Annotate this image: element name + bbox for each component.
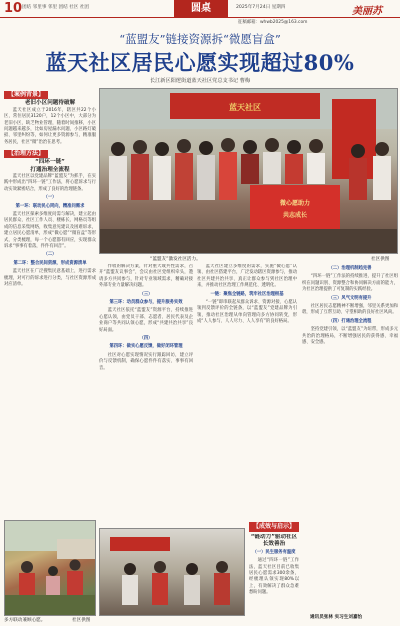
paragraph: “四环一链”工作法的持续推进，提升了社区组织在问题识别、资源整合和协同解决方面的能力，为社区治理提供了可复制的实践经验。 xyxy=(302,274,398,293)
article-byline: 长江新区阳逻街道蓝天社区党总支书记 曹梅 xyxy=(149,78,251,84)
section-tag-method: 【治理方法】 xyxy=(4,150,48,158)
community-photo xyxy=(99,528,245,616)
paragraph: 通过“四环一链”工作法，蓝天社区目前已收集居民心愿需求300余条，经梳理认领实现80%以上，有效解决了群众急难愁盼问题。 xyxy=(249,558,299,596)
paragraph: 蓝天社区成立于2016年，辖区共22个小区，常住居民3120户，12个小区中，大部分为老旧小区，缺乏物业管理，随着时间推移，小区问题越来越多，比如房屋漏水问题、小区路灯破损、邻里纠纷等，如何让更多资源参与，精准服务居民，社区“微”治治在思考。 xyxy=(4,107,96,145)
paragraph: 蓝天社区探索多维度问需与解决，建立起由居民群众、社区工作人员、楼栋长、网格员等组成的信息采集网络，收集意见建议及困难诉求，建立居民心愿清单，形成“微心愿”“微盲盒”等形式，分类梳理，每一个心愿都有回应，实现群众诉求“事事有着落，件件有回音”。 xyxy=(4,212,96,250)
paragraph: 社区对心愿实现情况实行跟踪回访，建立评价与反馈机制，确保心愿件件有落实、事事有回音。 xyxy=(99,352,193,371)
volunteer-photo xyxy=(4,520,96,616)
article-subheadline: “蓝盟友”链接资源拆“微愿盲盒” xyxy=(119,32,281,46)
subsection-title: （二）治理机制趋完善 xyxy=(328,266,372,271)
middle-left-column xyxy=(99,264,193,526)
section-tab: 圆桌 xyxy=(174,0,228,18)
subsection-number: （三） xyxy=(139,291,153,297)
photo-banner-caption: 共志成长 xyxy=(282,212,308,219)
kicker-method: “四环一链” xyxy=(35,159,65,166)
paragraph: 作收的解决方案，针对重大或共性需求，召开“蓝盟友议事会”，会议由社区党组织牵头，邀请多方共同参与，针对专业领域需求，精确对接外部专业力量解决问题。 xyxy=(99,264,193,289)
section-list: 团结 邻里事 邻里 团结 社区 社团 xyxy=(22,5,90,10)
left-photo-credit: 社区供图 xyxy=(72,618,91,623)
left-column xyxy=(4,88,96,518)
subsection-title: （一）民生服务有温度 xyxy=(252,549,296,555)
right-column xyxy=(302,264,398,610)
paragraph: 蓝天社区在广泛搜集民意基础上，进行需求梳理，对可行的诉求进行分类，与社区资源形成对应清单。 xyxy=(4,269,96,288)
paragraph: 坚持党建引领，以“蓝盟友”为纽带，形成多元共治的治理格局，不断增强居民的获得感、幸福感、安全感。 xyxy=(302,327,398,346)
main-photo-credit: 社区供图 xyxy=(371,257,390,262)
main-photo-caption: “蓝盟友”激发社区活力。 xyxy=(150,257,201,262)
subsection-number: （二） xyxy=(43,252,57,258)
community-photo-illustration xyxy=(100,529,245,616)
photo-banner-caption: 微心愿助力 xyxy=(279,200,311,207)
paragraph: 社区居民志愿精神不断增强，邻里关系更加和谐，形成了互帮互助、守望相助的良好社区风尚。 xyxy=(302,304,398,316)
subsection-number: （四） xyxy=(139,336,153,342)
paragraph: 蓝天社区建立多维度的需求，实施“微心愿”认领、由社区搭建平台，广泛发动辖区资源参与，推动社区共建共治共享、真正让群众参与到社区治理中来，并推动社区治理工作规范化、透明化。 xyxy=(197,264,297,289)
left-photo-caption: 多方联动兼顾心愿。 xyxy=(4,618,46,623)
subsection-title: 第二环：整合民间资源，形成资源清单 xyxy=(13,260,87,266)
photo-banner-text: 蓝天社区 xyxy=(229,103,261,112)
newspaper-logo: 美丽苏 xyxy=(352,6,382,17)
subsection-title: 第一环：联动民心同向，精准问需求 xyxy=(15,203,85,209)
middle-right-column xyxy=(197,264,297,520)
kicker-background: 老旧小区问题待破解 xyxy=(24,100,76,107)
article-contributors: 通讯员张林 实习生刘嘉怡 xyxy=(310,615,363,620)
paragraph: 蓝天社区以党建品牌“蓝盟友”为抓手，在实践中形成出“四环一链”工作法，将心愿诉求与行动实效紧密结合，形成了良好的治理链条。 xyxy=(4,173,96,192)
editor-email: 征稿邮箱：whwb2025@163.com xyxy=(238,20,308,25)
issue-date: 2025年7月24日 星期四 xyxy=(236,5,286,10)
kicker-method-line2: 打通治理全流程 xyxy=(30,166,70,173)
kicker-results: “链动力”驱动社区 xyxy=(250,534,298,540)
subsection-title: （四）打通治理全流程 xyxy=(328,318,372,324)
page-number: 10 xyxy=(4,1,23,16)
subsection-title: 第四环：做实心愿反馈，做好闭环管理 xyxy=(109,344,183,350)
kicker-results-line2: 长效善治 xyxy=(262,541,286,548)
paragraph: “一链”即串联起从群众诉求、资源对接、心愿认领到反馈评价的全链条，以“蓝盟友”党建品牌为引领，推动社区治理从单向管理向多方协同转变，形成“人人参与、人人尽力、人人享有”的良好格局。 xyxy=(197,300,297,325)
subsection-title: （三）风气文明有提升 xyxy=(328,295,372,301)
subsection-number: （一） xyxy=(43,195,57,201)
section-tag-background: 【案例背景】 xyxy=(4,91,48,99)
article-headline: 蓝天社区居民心愿实现超过80% xyxy=(45,50,355,75)
group-photo xyxy=(99,88,398,254)
paragraph: 蓝天社区依托“蓝盟友”资源平台，持续推进心愿认领，由党员干部、志愿者、居民代表及企业商户等共同认领心愿，形成“共建共治共享”良好局面。 xyxy=(99,308,193,333)
subsection-title: 第三环：动员群众参与，提升服务实效 xyxy=(109,300,183,306)
results-box xyxy=(249,534,299,618)
section-tag-results: 【成效与启示】 xyxy=(249,522,299,532)
subsection-title: 一链：聚焦全链路，筑牢社区治理根基 xyxy=(210,291,284,297)
group-photo-illustration xyxy=(100,89,398,254)
masthead-bar xyxy=(0,0,400,18)
volunteer-photo-illustration xyxy=(5,521,96,616)
